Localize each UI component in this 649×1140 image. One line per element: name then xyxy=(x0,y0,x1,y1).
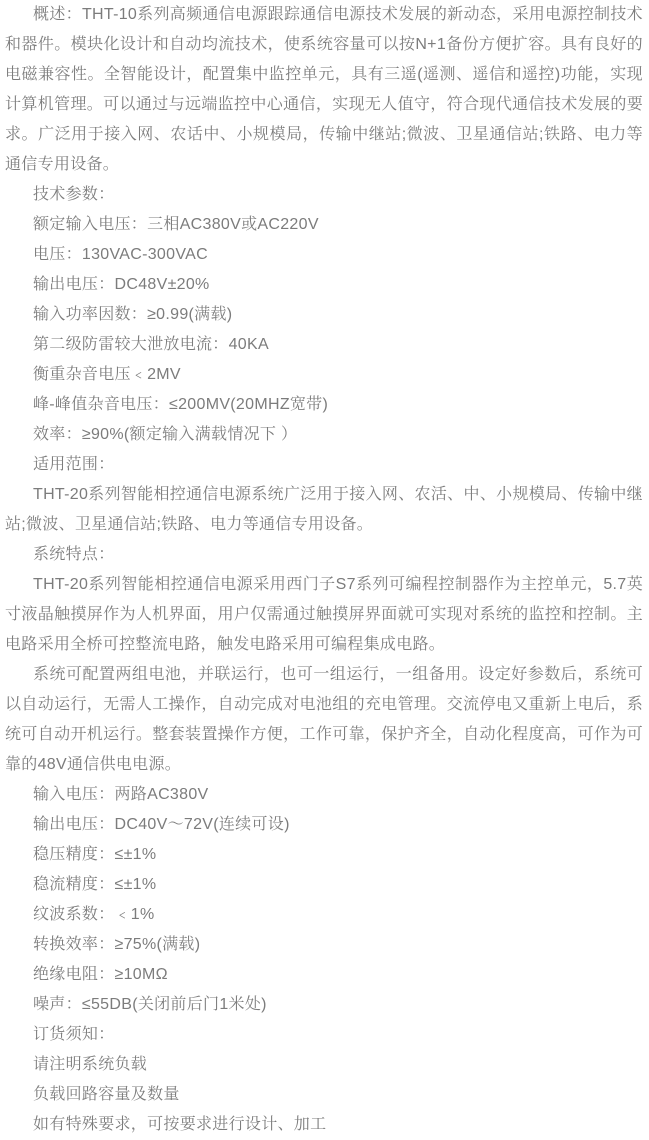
spec2-voltage-stabilize-accuracy: 稳压精度：≤±1% xyxy=(33,846,157,863)
spec-input-power-factor: 输入功率因数：≥0.99(满载) xyxy=(33,306,233,323)
spec-rated-input-voltage: 额定输入电压：三相AC380V或AC220V xyxy=(33,216,319,233)
tech-params-heading: 技术参数： xyxy=(33,186,115,203)
ordering-heading: 订货须知： xyxy=(33,1026,115,1043)
features-paragraph-1: THT-20系列智能相控通信电源采用西门子S7系列可编程控制器作为主控单元，5.7英寸液晶触摸屏作为人机界面，用户仅需通过触摸屏界面就可实现对系统的监控和控制。主电路采用全桥可控整流电路，触发电路采用可编程集成电路。 xyxy=(5,576,643,653)
spec-voltage-range: 电压：130VAC-300VAC xyxy=(33,246,208,263)
spec2-noise: 噪声：≤55DB(关闭前后门1米处) xyxy=(33,996,267,1013)
features-paragraph-2: 系统可配置两组电池，并联运行，也可一组运行，一组备用。设定好参数后，系统可以自动运行，无需人工操作，自动完成对电池组的充电管理。交流停电又重新上电后，系统可自动开机运行。整套装置操作方便，工作可靠，保护齐全，自动化程度高，可作为可靠的48V通信供电电源。 xyxy=(5,666,643,773)
ordering-note-1: 请注明系统负载 xyxy=(33,1056,148,1073)
spec-weighted-noise-voltage: 衡重杂音电压﹤2MV xyxy=(33,366,181,383)
spec2-ripple-factor: 纹波系数：﹤1% xyxy=(33,906,155,923)
ordering-note-3: 如有特殊要求，可按要求进行设计、加工 xyxy=(33,1116,327,1133)
spec2-insulation-resistance: 绝缘电阻：≥10MΩ xyxy=(33,966,168,983)
spec2-current-stabilize-accuracy: 稳流精度：≤±1% xyxy=(33,876,157,893)
spec-output-voltage: 输出电压：DC48V±20% xyxy=(33,276,210,293)
spec2-conversion-efficiency: 转换效率：≥75%(满载) xyxy=(33,936,201,953)
spec-peak-noise-voltage: 峰-峰值杂音电压：≤200MV(20MHZ宽带) xyxy=(33,396,329,413)
spec-efficiency: 效率：≥90%(额定输入满载情况下 ） xyxy=(33,426,298,443)
scope-heading: 适用范围： xyxy=(33,456,115,473)
overview-paragraph: 概述：THT-10系列高频通信电源跟踪通信电源技术发展的新动态，采用电源控制技术和器件。模块化设计和自动均流技术，使系统容量可以按N+1备份方便扩容。具有良好的电磁兼容性。全智能设计，配置集中监控单元，具有三遥(遥测、遥信和遥控)功能，实现计算机管理。可以通过与远端监控中心通信，实现无人值守，符合现代通信技术发展的要求。广泛用于接入网、农话中、小规模局，传输中继站;微波、卫星通信站;铁路、电力等通信专用设备。 xyxy=(5,6,643,173)
spec-lightning-discharge-current: 第二级防雷较大泄放电流：40KA xyxy=(33,336,269,353)
ordering-note-2: 负载回路容量及数量 xyxy=(33,1086,180,1103)
features-heading: 系统特点： xyxy=(33,546,115,563)
spec2-output-voltage: 输出电压：DC40V～72V(连续可设) xyxy=(33,816,290,833)
scope-paragraph: THT-20系列智能相控通信电源系统广泛用于接入网、农活、中、小规模局、传输中继站;微波、卫星通信站;铁路、电力等通信专用设备。 xyxy=(5,486,643,533)
spec2-input-voltage: 输入电压：两路AC380V xyxy=(33,786,209,803)
